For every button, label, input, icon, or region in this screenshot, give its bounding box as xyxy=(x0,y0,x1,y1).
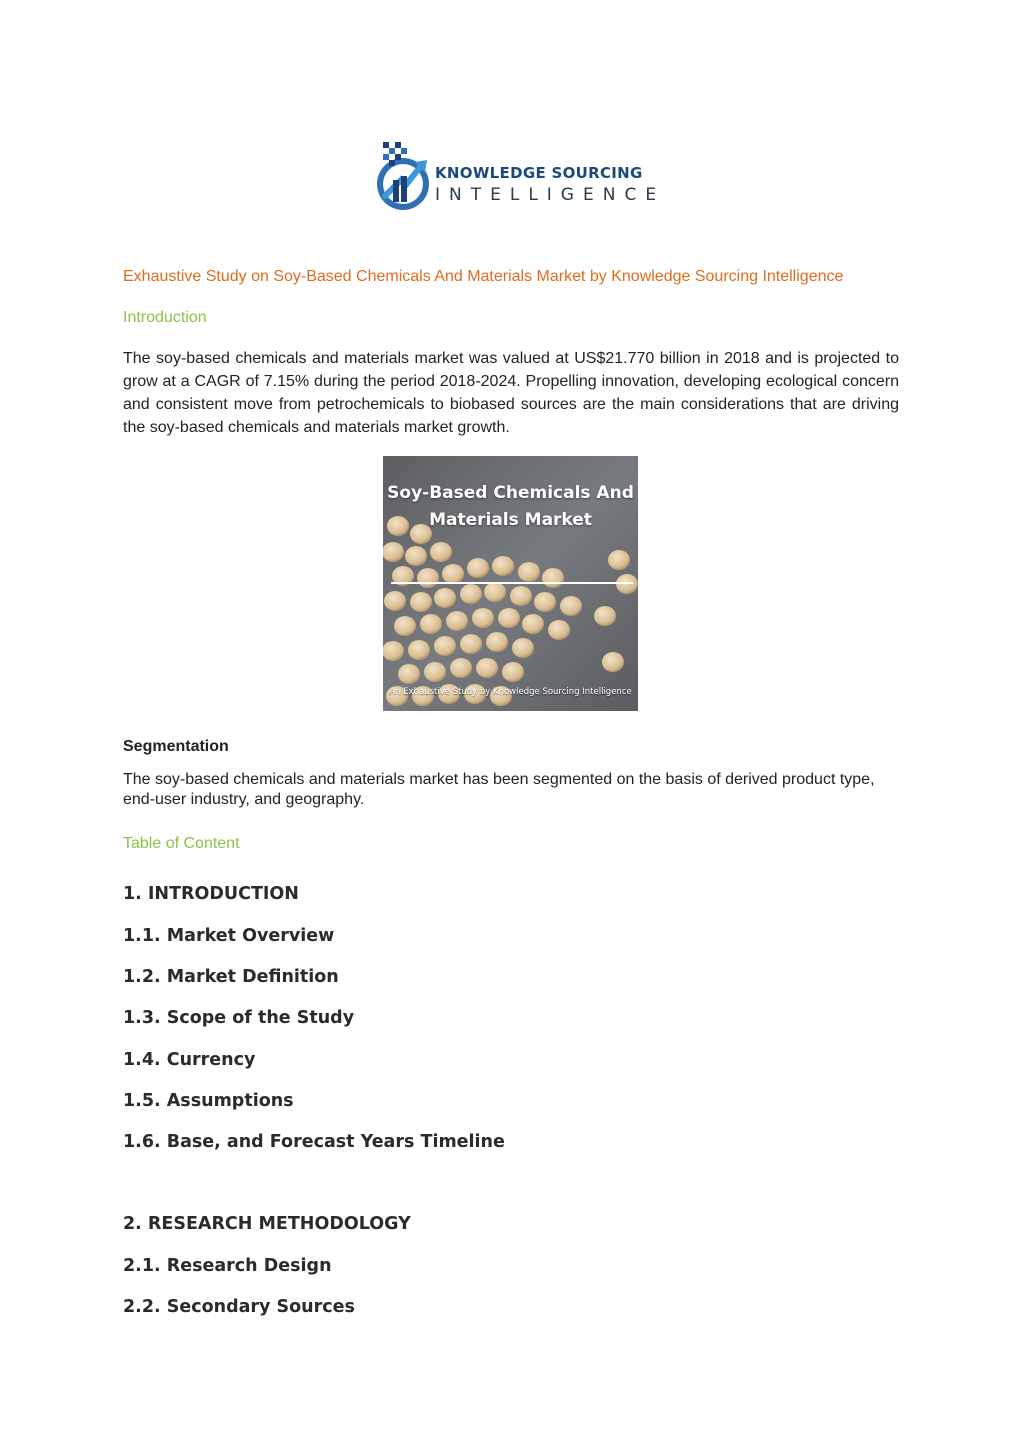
knowledge-sourcing-logo-icon xyxy=(375,136,435,214)
segmentation-paragraph: The soy-based chemicals and materials market has been segmented on the basis of derived product type, end-user industry, and geography. xyxy=(123,771,875,808)
market-hero-image xyxy=(383,456,638,711)
toc-heading: Table of Content xyxy=(123,835,240,852)
company-logo xyxy=(375,136,666,214)
toc-item: 1.2. Market Definition xyxy=(123,967,339,987)
toc-item: 1. INTRODUCTION xyxy=(123,884,299,904)
toc-item: 1.4. Currency xyxy=(123,1050,256,1070)
logo-text-line1: KNOWLEDGE SOURCING xyxy=(435,164,643,182)
hero-title-line2: Materials Market xyxy=(429,510,592,530)
toc-item: 1.3. Scope of the Study xyxy=(123,1008,355,1028)
toc-item: 2.1. Research Design xyxy=(123,1256,332,1276)
document-title: Exhaustive Study on Soy-Based Chemicals And Materials Market by Knowledge Sourcing Intelligence xyxy=(123,268,844,285)
hero-image-caption: An Exhaustive Study by Knowledge Sourcing Intelligence xyxy=(389,687,632,697)
introduction-heading: Introduction xyxy=(123,309,207,326)
logo-text-line2: INTELLIGENCE xyxy=(435,185,666,205)
introduction-paragraph: The soy-based chemicals and materials market was valued at US$21.770 billion in 2018 and is projected to grow at a CAGR of 7.15% during the period 2018-2024. Propelling innovation, developing ecological concern and consistent move from petrochemicals to biobased sources are the main considerations that are driving the soy-based chemicals and materials market growth. xyxy=(123,350,899,436)
toc-item: 1.6. Base, and Forecast Years Timeline xyxy=(123,1132,505,1152)
hero-title-line1: Soy-Based Chemicals And xyxy=(387,483,634,503)
segmentation-heading: Segmentation xyxy=(123,738,229,755)
toc-item: 2. RESEARCH METHODOLOGY xyxy=(123,1214,411,1234)
toc-item: 1.5. Assumptions xyxy=(123,1091,294,1111)
toc-item: 2.2. Secondary Sources xyxy=(123,1297,355,1317)
toc-item: 1.1. Market Overview xyxy=(123,926,335,946)
hero-image-title xyxy=(383,480,638,534)
